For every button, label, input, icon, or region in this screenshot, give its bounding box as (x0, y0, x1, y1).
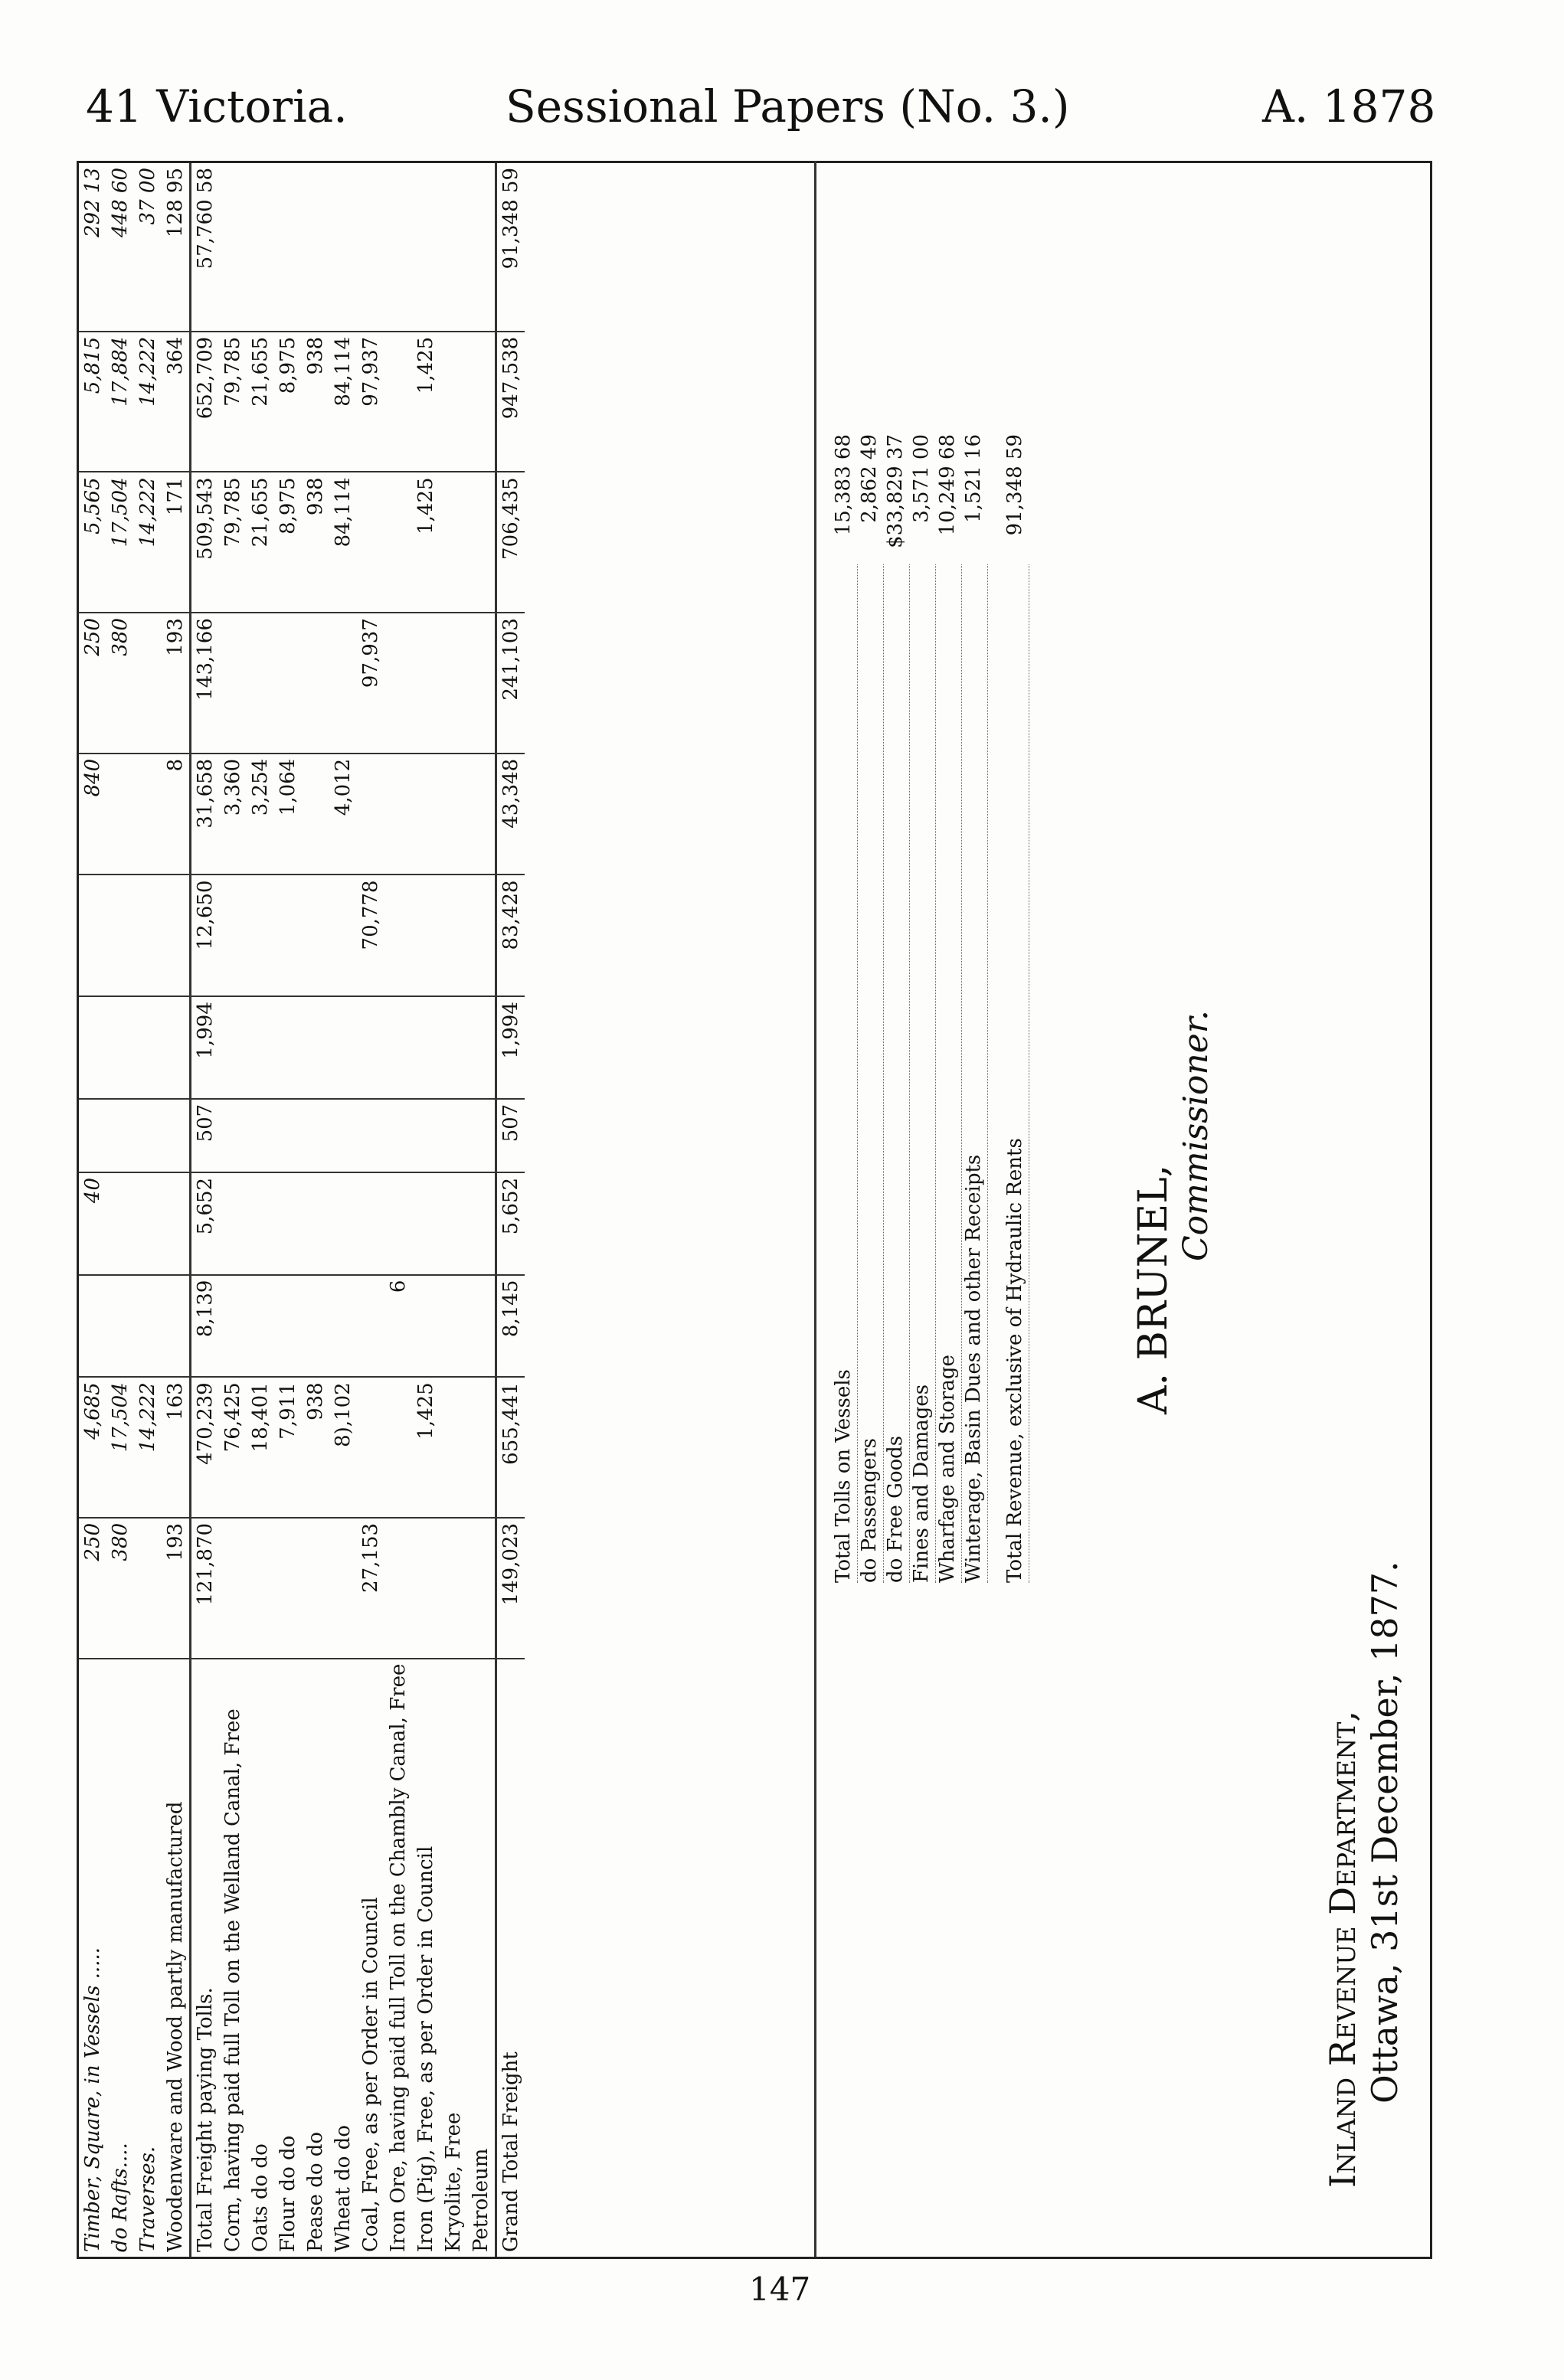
table-cell (384, 1172, 412, 1275)
table-cell: 27,153 (357, 1518, 384, 1659)
table-cell (357, 163, 384, 332)
table-cell: 1,425 (412, 1377, 440, 1518)
table-cell: 8,975 (274, 332, 302, 472)
table-cell (467, 332, 496, 472)
table-cell (219, 613, 247, 754)
row-label: Timber, Square, in Vessels ..... (81, 1947, 104, 2252)
table-cell (106, 875, 134, 996)
table-cell: 4,012 (329, 754, 357, 875)
row-label: Iron Ore, having paid full Toll on the Chambly Canal, Free (387, 1663, 410, 2252)
table-cell (357, 1099, 384, 1172)
table-cell (302, 996, 329, 1099)
table-cell (247, 613, 274, 754)
row-label: Coal, Free, as per Order in Council (359, 1897, 382, 2252)
table-cell (302, 163, 329, 332)
revenue-row (962, 434, 988, 1583)
table-row (191, 163, 220, 2257)
table-cell: 8,975 (274, 472, 302, 613)
table-row (134, 163, 162, 2257)
table-cell (467, 1172, 496, 1275)
table-cell (440, 996, 467, 1099)
table-cell (247, 1275, 274, 1378)
table-cell: 17,504 (106, 472, 134, 613)
table-cell: 18,401 (247, 1377, 274, 1518)
row-label: Corn, having paid full Toll on the Welland Canal, Free (221, 1708, 244, 2252)
table-cell: 8),102 (329, 1377, 357, 1518)
table-cell (219, 1275, 247, 1378)
table-cell (467, 996, 496, 1099)
table-cell (357, 472, 384, 613)
row-label: Flour do do (276, 2135, 299, 2252)
table-cell: 947,538 (496, 332, 525, 472)
table-cell: 21,655 (247, 472, 274, 613)
table-cell: 163 (162, 1377, 191, 1518)
table-cell (384, 1518, 412, 1659)
table-cell (329, 613, 357, 754)
table-cell: 938 (302, 332, 329, 472)
page-header (0, 0, 1564, 153)
table-cell: 507 (191, 1099, 220, 1172)
revenue-row (910, 434, 936, 1583)
table-cell: 6 (384, 1275, 412, 1378)
revenue-total-amount: 91,348 59 (1003, 434, 1026, 536)
table-cell: 84,114 (329, 332, 357, 472)
table-cell (219, 1518, 247, 1659)
table-cell (467, 613, 496, 754)
table-cell: 8 (162, 754, 191, 875)
table-cell (134, 1099, 162, 1172)
table-cell (384, 1377, 412, 1518)
summary-section (814, 161, 1432, 2257)
table-cell (219, 875, 247, 996)
table-cell (134, 613, 162, 754)
table-cell: 250 (79, 1518, 106, 1659)
table-cell: 31,658 (191, 754, 220, 875)
table-cell: 840 (79, 754, 106, 875)
table-cell: 128 95 (162, 163, 191, 332)
table-cell (134, 996, 162, 1099)
table-cell (134, 1275, 162, 1378)
revenue-amount: 1,521 16 (962, 434, 985, 523)
table-cell (467, 1099, 496, 1172)
revenue-label: do Free Goods (884, 564, 910, 1583)
table-cell (134, 1172, 162, 1275)
table-cell (384, 875, 412, 996)
table-cell (162, 875, 191, 996)
table-cell (467, 1275, 496, 1378)
revenue-amount: 3,571 00 (910, 434, 933, 523)
row-label: Petroleum (470, 2148, 492, 2252)
table-cell (384, 996, 412, 1099)
table-cell: 171 (162, 472, 191, 613)
table-cell (329, 996, 357, 1099)
table-cell (412, 163, 440, 332)
table-cell: 706,435 (496, 472, 525, 613)
table-cell: 21,655 (247, 332, 274, 472)
table-cell (440, 163, 467, 332)
revenue-amount: 2,862 49 (858, 434, 881, 523)
table-row (79, 163, 106, 2257)
table-cell (467, 1377, 496, 1518)
revenue-total-label: Total Revenue, exclusive of Hydraulic Rents (1003, 564, 1029, 1583)
signature-name: A. BRUNEL, (1130, 1164, 1176, 1414)
table-row (467, 163, 496, 2257)
table-cell (384, 332, 412, 472)
table-cell (274, 1518, 302, 1659)
table-cell (329, 1275, 357, 1378)
department-name: Inland Revenue Department, (1322, 1710, 1363, 2188)
table-cell (440, 1099, 467, 1172)
table-cell: 470,239 (191, 1377, 220, 1518)
table-cell (162, 996, 191, 1099)
page-number: 147 (749, 2270, 811, 2308)
table-cell (440, 754, 467, 875)
signature-title: Commissioner. (1176, 1010, 1216, 1261)
table-cell (467, 1518, 496, 1659)
table-cell (106, 1099, 134, 1172)
revenue-amount: $33,829 37 (884, 434, 907, 548)
table-cell (302, 875, 329, 996)
table-cell (302, 1275, 329, 1378)
table-cell (412, 1518, 440, 1659)
table-cell (384, 472, 412, 613)
table-cell (274, 996, 302, 1099)
table-row (247, 163, 274, 2257)
header-session: 41 Victoria. (86, 80, 348, 132)
table-cell: 3,360 (219, 754, 247, 875)
table-cell: 17,504 (106, 1377, 134, 1518)
table-cell: 5,652 (496, 1172, 525, 1275)
row-label: Grand Total Freight (496, 1659, 525, 2257)
table-cell (274, 875, 302, 996)
table-cell: 149,023 (496, 1518, 525, 1659)
document-date: Ottawa, 31st December, 1877. (1364, 1561, 1405, 2104)
table-cell: 97,937 (357, 332, 384, 472)
table-cell: 380 (106, 613, 134, 754)
table-cell (247, 1099, 274, 1172)
table-cell (134, 754, 162, 875)
table-cell (106, 1275, 134, 1378)
revenue-label: Fines and Damages (910, 564, 936, 1583)
table-cell (467, 472, 496, 613)
table-cell: 14,222 (134, 472, 162, 613)
table-cell (440, 613, 467, 754)
table-cell: 292 13 (79, 163, 106, 332)
table-cell (79, 1275, 106, 1378)
table-cell (329, 1099, 357, 1172)
revenue-amount: 15,383 68 (832, 434, 855, 536)
table-cell: 5,652 (191, 1172, 220, 1275)
table-cell: 1,994 (191, 996, 220, 1099)
table-cell (219, 1099, 247, 1172)
table-cell (247, 163, 274, 332)
table-cell: 12,650 (191, 875, 220, 996)
table-row (357, 163, 384, 2257)
revenue-label: Total Tolls on Vessels (832, 564, 858, 1583)
table-cell: 79,785 (219, 472, 247, 613)
table-cell: 5,815 (79, 332, 106, 472)
table-cell (412, 1099, 440, 1172)
rotated-sheet (77, 161, 1432, 2259)
table-cell: 40 (79, 1172, 106, 1275)
table-row (219, 163, 247, 2257)
revenue-label: do Passengers (858, 564, 884, 1583)
table-cell: 83,428 (496, 875, 525, 996)
row-label: Kryolite, Free (442, 2112, 465, 2252)
row-label: Traverses. (136, 2146, 159, 2252)
table-cell (79, 1099, 106, 1172)
row-label: do Rafts.... (109, 2143, 132, 2252)
table-row (106, 163, 134, 2257)
table-cell (412, 1275, 440, 1378)
table-cell (440, 1518, 467, 1659)
table-cell: 1,994 (496, 996, 525, 1099)
table-cell: 79,785 (219, 332, 247, 472)
table-row (329, 163, 357, 2257)
table-cell (274, 1275, 302, 1378)
table-row (162, 163, 191, 2257)
table-cell: 448 60 (106, 163, 134, 332)
table-cell: 193 (162, 1518, 191, 1659)
table-cell (134, 875, 162, 996)
table-cell (219, 1172, 247, 1275)
table-cell: 8,145 (496, 1275, 525, 1378)
table-cell: 1,425 (412, 332, 440, 472)
table-cell (357, 1377, 384, 1518)
table-cell: 76,425 (219, 1377, 247, 1518)
table-cell (412, 754, 440, 875)
table-cell (274, 1172, 302, 1275)
revenue-row (832, 434, 858, 1583)
table-cell: 193 (162, 613, 191, 754)
table-cell (162, 1275, 191, 1378)
table-cell (302, 1518, 329, 1659)
table-cell: 380 (106, 1518, 134, 1659)
revenue-label: Winterage, Basin Dues and other Receipts (962, 564, 988, 1583)
table-cell: 4,685 (79, 1377, 106, 1518)
table-cell: 938 (302, 1377, 329, 1518)
table-cell (467, 875, 496, 996)
table-cell (247, 996, 274, 1099)
row-label: Iron (Pig), Free, as per Order in Council (414, 1845, 437, 2252)
revenue-list (832, 434, 1029, 1583)
table-cell (412, 875, 440, 996)
row-label: Pease do do (304, 2131, 327, 2252)
table-cell (162, 1172, 191, 1275)
ledger-landscape (77, 161, 1432, 2259)
table-cell (412, 613, 440, 754)
table-cell (106, 996, 134, 1099)
table-cell (412, 1172, 440, 1275)
table-cell (384, 163, 412, 332)
table-cell (302, 754, 329, 875)
table-cell (247, 1518, 274, 1659)
table-cell (106, 754, 134, 875)
table-cell (302, 1099, 329, 1172)
table-cell (106, 1172, 134, 1275)
table-cell (329, 163, 357, 332)
table-cell: 250 (79, 613, 106, 754)
table-cell (247, 875, 274, 996)
table-row (384, 163, 412, 2257)
table-cell: 43,348 (496, 754, 525, 875)
table-cell: 652,709 (191, 332, 220, 472)
table-row (274, 163, 302, 2257)
table-cell (79, 875, 106, 996)
table-cell: 57,760 58 (191, 163, 220, 332)
table-cell (384, 1099, 412, 1172)
table-row (440, 163, 467, 2257)
table-cell (219, 163, 247, 332)
table-cell: 507 (496, 1099, 525, 1172)
table-cell (440, 1275, 467, 1378)
table-cell (274, 163, 302, 332)
table-cell (467, 163, 496, 332)
table-cell: 241,103 (496, 613, 525, 754)
revenue-total-row (1003, 434, 1029, 1583)
table-cell: 509,543 (191, 472, 220, 613)
table-cell (357, 1172, 384, 1275)
table-cell (412, 996, 440, 1099)
table-row (302, 163, 329, 2257)
revenue-row (936, 434, 962, 1583)
table-cell: 37 00 (134, 163, 162, 332)
table-cell: 7,911 (274, 1377, 302, 1518)
table-cell (219, 996, 247, 1099)
table-cell (384, 613, 412, 754)
table-cell (440, 472, 467, 613)
table-row (496, 163, 525, 2257)
table-cell (247, 1172, 274, 1275)
table-cell: 143,166 (191, 613, 220, 754)
table-cell: 938 (302, 472, 329, 613)
table-cell: 91,348 59 (496, 163, 525, 332)
table-cell (440, 332, 467, 472)
table-cell (329, 1172, 357, 1275)
table-cell (440, 875, 467, 996)
table-cell: 8,139 (191, 1275, 220, 1378)
table-cell: 14,222 (134, 1377, 162, 1518)
row-label: Wheat do do (332, 2125, 355, 2252)
table-cell (440, 1377, 467, 1518)
table-cell: 97,937 (357, 613, 384, 754)
header-year: A. 1878 (1262, 80, 1436, 132)
freight-table (79, 163, 525, 2257)
revenue-row (884, 434, 910, 1583)
revenue-label: Wharfage and Storage (936, 564, 962, 1583)
table-cell (467, 754, 496, 875)
table-cell: 17,884 (106, 332, 134, 472)
table-cell: 364 (162, 332, 191, 472)
table-cell (357, 996, 384, 1099)
table-cell (302, 1172, 329, 1275)
table-cell: 84,114 (329, 472, 357, 613)
table-row (412, 163, 440, 2257)
table-cell (329, 1518, 357, 1659)
table-cell: 70,778 (357, 875, 384, 996)
table-cell (357, 754, 384, 875)
table-cell: 121,870 (191, 1518, 220, 1659)
revenue-amount: 10,249 68 (936, 434, 959, 536)
table-cell (162, 1099, 191, 1172)
table-cell (134, 1518, 162, 1659)
table-cell: 1,425 (412, 472, 440, 613)
table-cell (357, 1275, 384, 1378)
table-cell (274, 613, 302, 754)
row-label: Total Freight paying Tolls. (191, 1659, 220, 2257)
table-cell (79, 996, 106, 1099)
table-cell: 14,222 (134, 332, 162, 472)
table-cell (274, 1099, 302, 1172)
table-cell (384, 754, 412, 875)
header-title: Sessional Papers (No. 3.) (506, 80, 1070, 132)
table-cell (302, 613, 329, 754)
table-cell (329, 875, 357, 996)
row-label: Oats do do (249, 2143, 272, 2252)
table-cell (440, 1172, 467, 1275)
table-cell: 655,441 (496, 1377, 525, 1518)
row-label: Woodenware and Wood partly manufactured (164, 1801, 187, 2252)
table-cell: 1,064 (274, 754, 302, 875)
revenue-row (858, 434, 884, 1583)
table-cell: 5,565 (79, 472, 106, 613)
table-cell: 3,254 (247, 754, 274, 875)
